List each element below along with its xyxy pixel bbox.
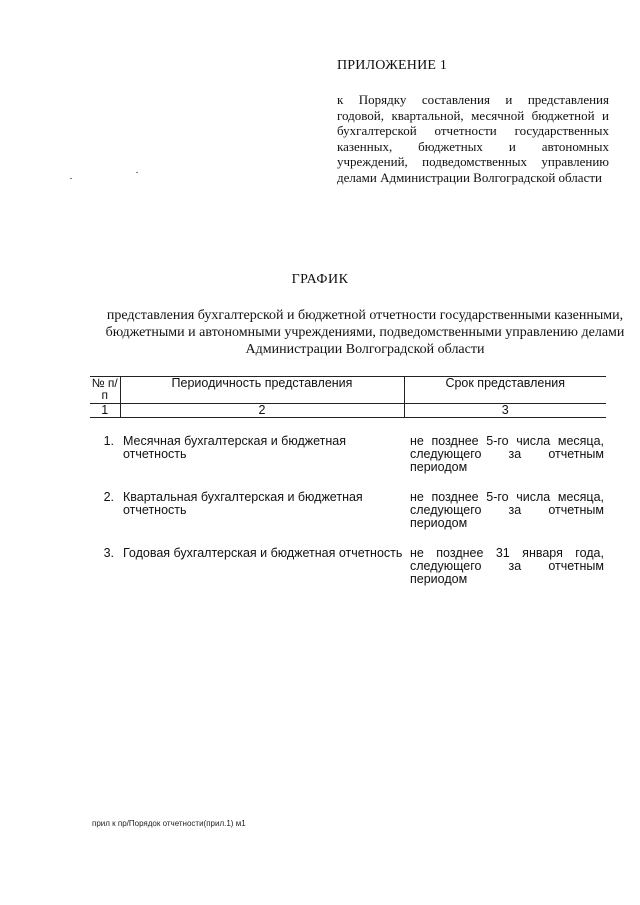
appendix-text: к Порядку составления и представления годовой, квартальной, месячной бюджетной и бухгалтерской отчетности государственных казенных, бюджетных и автономных учреждений, подведомственных управлению делами Администрации Волгоградской области	[337, 92, 609, 185]
row-periodicity: Квартальная бухгалтерская и бюджетная отчетность	[123, 490, 363, 517]
column-number-1: 1	[90, 404, 120, 418]
scan-speck	[70, 178, 72, 179]
row-periodicity: Месячная бухгалтерская и бюджетная отчетность	[123, 434, 346, 461]
row-number: 2.	[103, 490, 114, 504]
header-periodicity: Периодичность представления	[120, 377, 404, 404]
table-column-number-row	[90, 404, 606, 418]
table-row	[90, 435, 606, 474]
row-periodicity: Годовая бухгалтерская и бюджетная отчетность	[123, 546, 403, 560]
column-number-2: 2	[120, 404, 404, 418]
table-header-row	[90, 377, 606, 404]
document-subtitle: представления бухгалтерской и бюджетной отчетности государственными казенными, бюджетными и автономными учреждениями, подведомственными управлению делами Администрации Волгоградской области	[105, 308, 625, 357]
row-deadline: не позднее 5-го числа месяца, следующего за отчетным периодом	[410, 490, 604, 530]
table-row	[90, 547, 606, 586]
schedule-table	[90, 376, 606, 586]
table-row	[90, 491, 606, 530]
document-title: ГРАФИК	[291, 272, 349, 287]
row-number: 3.	[103, 546, 114, 560]
row-deadline: не позднее 31 января года, следующего за отчетным периодом	[410, 546, 604, 586]
column-number-3: 3	[404, 404, 606, 418]
appendix-title: ПРИЛОЖЕНИЕ 1	[337, 58, 448, 73]
row-deadline: не позднее 5-го числа месяца, следующего за отчетным периодом	[410, 434, 604, 474]
footer-file-note: прил к пр/Порядок отчетности(прил.1) м1	[92, 819, 246, 828]
scan-speck	[136, 172, 138, 173]
header-number: № п/п	[90, 377, 120, 404]
row-number: 1.	[103, 434, 114, 448]
header-deadline: Срок представления	[404, 377, 606, 404]
